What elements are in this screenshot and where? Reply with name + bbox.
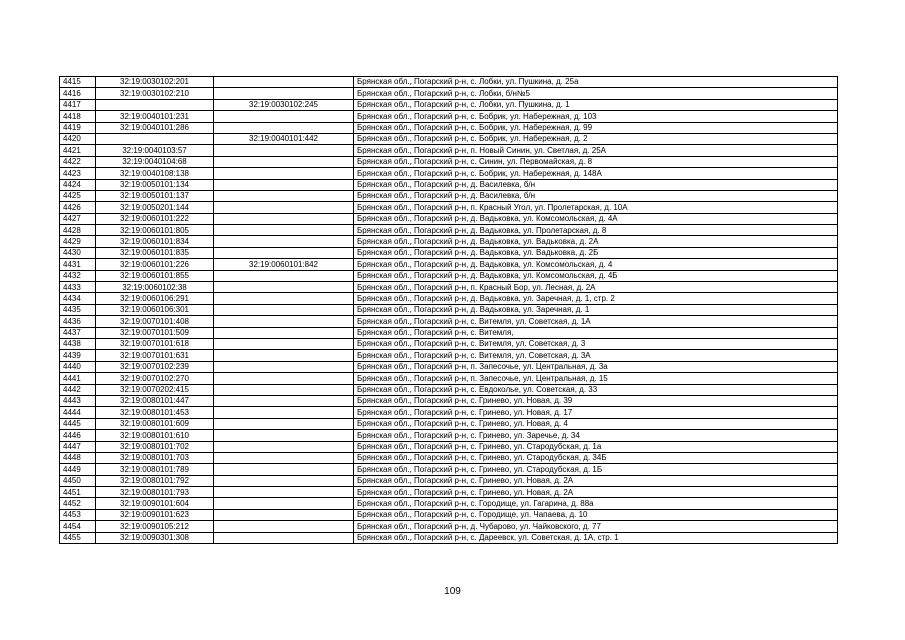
address-cell: Брянская обл., Погарский р-н, с. Евдокольe, ул. Советская, д. 33 bbox=[354, 384, 838, 395]
address-cell: Брянская обл., Погарский р-н, п. Новый Синин, ул. Светлая, д. 25А bbox=[354, 145, 838, 156]
table-row bbox=[60, 304, 838, 315]
secondary-cadastral-number-cell bbox=[214, 122, 354, 133]
row-number-cell: 4449 bbox=[60, 464, 96, 475]
table-row bbox=[60, 532, 838, 543]
cadastral-number-cell: 32:19:0080101:703 bbox=[96, 452, 214, 463]
table-row bbox=[60, 293, 838, 304]
secondary-cadastral-number-cell bbox=[214, 498, 354, 509]
table-row bbox=[60, 407, 838, 418]
address-cell: Брянская обл., Погарский р-н, с. Гринево, ул. Новая, д. 17 bbox=[354, 407, 838, 418]
cadastral-number-cell: 32:19:0070101:631 bbox=[96, 350, 214, 361]
row-number-cell: 4421 bbox=[60, 145, 96, 156]
row-number-cell: 4431 bbox=[60, 259, 96, 270]
address-cell: Брянская обл., Погарский р-н, д. Вадьковка, ул. Комсомольская, д. 4А bbox=[354, 213, 838, 224]
table-body bbox=[60, 77, 838, 544]
secondary-cadastral-number-cell bbox=[214, 487, 354, 498]
table-row bbox=[60, 145, 838, 156]
row-number-cell: 4447 bbox=[60, 441, 96, 452]
cadastral-number-cell bbox=[96, 99, 214, 110]
address-cell: Брянская обл., Погарский р-н, д. Вадьковка, ул. Заречная, д. 1, стр. 2 bbox=[354, 293, 838, 304]
table-row bbox=[60, 430, 838, 441]
table-row bbox=[60, 88, 838, 99]
row-number-cell: 4424 bbox=[60, 179, 96, 190]
table-row bbox=[60, 498, 838, 509]
table-row bbox=[60, 270, 838, 281]
table-row bbox=[60, 418, 838, 429]
address-cell: Брянская обл., Погарский р-н, с. Бобрик, ул. Набережная, д. 103 bbox=[354, 111, 838, 122]
secondary-cadastral-number-cell bbox=[214, 464, 354, 475]
page-number: 109 bbox=[444, 586, 461, 597]
table-row bbox=[60, 236, 838, 247]
table-row bbox=[60, 122, 838, 133]
row-number-cell: 4441 bbox=[60, 373, 96, 384]
row-number-cell: 4453 bbox=[60, 509, 96, 520]
address-cell: Брянская обл., Погарский р-н, д. Василевка, б/н bbox=[354, 179, 838, 190]
address-cell: Брянская обл., Погарский р-н, с. Дареевск, ул. Советская, д. 1А, стр. 1 bbox=[354, 532, 838, 543]
table-row bbox=[60, 156, 838, 167]
cadastral-number-cell: 32:19:0030102:210 bbox=[96, 88, 214, 99]
cadastral-number-cell: 32:19:0060102:38 bbox=[96, 282, 214, 293]
table-row bbox=[60, 509, 838, 520]
address-cell: Брянская обл., Погарский р-н, с. Гринево, ул. Стародубская, д. 1Б bbox=[354, 464, 838, 475]
row-number-cell: 4451 bbox=[60, 487, 96, 498]
row-number-cell: 4430 bbox=[60, 247, 96, 258]
address-cell: Брянская обл., Погарский р-н, с. Гринево, ул. Новая, д. 2А bbox=[354, 475, 838, 486]
table-row bbox=[60, 259, 838, 270]
table-row bbox=[60, 168, 838, 179]
address-cell: Брянская обл., Погарский р-н, п. Запесочье, ул. Центральная, д. 15 bbox=[354, 373, 838, 384]
address-cell: Брянская обл., Погарский р-н, с. Лобки, б/н№5 bbox=[354, 88, 838, 99]
secondary-cadastral-number-cell bbox=[214, 282, 354, 293]
secondary-cadastral-number-cell bbox=[214, 236, 354, 247]
secondary-cadastral-number-cell bbox=[214, 111, 354, 122]
address-cell: Брянская обл., Погарский р-н, с. Гринево, ул. Стародубская, д. 34Б bbox=[354, 452, 838, 463]
cadastral-number-cell: 32:19:0090301:308 bbox=[96, 532, 214, 543]
table-row bbox=[60, 373, 838, 384]
secondary-cadastral-number-cell bbox=[214, 350, 354, 361]
address-cell: Брянская обл., Погарский р-н, с. Гринево, ул. Заречье, д. 34 bbox=[354, 430, 838, 441]
table-row bbox=[60, 133, 838, 144]
cadastral-number-cell: 32:19:0040103:57 bbox=[96, 145, 214, 156]
address-cell: Брянская обл., Погарский р-н, д. Вадьковка, ул. Комсомольская, д. 4 bbox=[354, 259, 838, 270]
secondary-cadastral-number-cell bbox=[214, 361, 354, 372]
secondary-cadastral-number-cell bbox=[214, 179, 354, 190]
secondary-cadastral-number-cell bbox=[214, 316, 354, 327]
cadastral-number-cell: 32:19:0050201:144 bbox=[96, 202, 214, 213]
row-number-cell: 4426 bbox=[60, 202, 96, 213]
table-row bbox=[60, 179, 838, 190]
address-cell: Брянская обл., Погарский р-н, п. Красный Бор, ул. Лесная, д. 2А bbox=[354, 282, 838, 293]
table-row bbox=[60, 475, 838, 486]
cadastral-number-cell: 32:19:0040104:68 bbox=[96, 156, 214, 167]
secondary-cadastral-number-cell bbox=[214, 430, 354, 441]
secondary-cadastral-number-cell bbox=[214, 418, 354, 429]
table-row bbox=[60, 213, 838, 224]
row-number-cell: 4442 bbox=[60, 384, 96, 395]
row-number-cell: 4435 bbox=[60, 304, 96, 315]
cadastral-number-cell: 32:19:0080101:609 bbox=[96, 418, 214, 429]
secondary-cadastral-number-cell bbox=[214, 270, 354, 281]
cadastral-number-cell: 32:19:0050101:137 bbox=[96, 190, 214, 201]
secondary-cadastral-number-cell bbox=[214, 293, 354, 304]
cadastral-number-cell: 32:19:0040101:231 bbox=[96, 111, 214, 122]
address-cell: Брянская обл., Погарский р-н, с. Гринево, ул. Новая, д. 39 bbox=[354, 395, 838, 406]
row-number-cell: 4440 bbox=[60, 361, 96, 372]
row-number-cell: 4425 bbox=[60, 190, 96, 201]
cadastral-number-cell: 32:19:0080101:447 bbox=[96, 395, 214, 406]
cadastral-number-cell: 32:19:0070102:270 bbox=[96, 373, 214, 384]
address-cell: Брянская обл., Погарский р-н, д. Вадьковка, ул. Пролетарская, д. 8 bbox=[354, 225, 838, 236]
row-number-cell: 4417 bbox=[60, 99, 96, 110]
row-number-cell: 4428 bbox=[60, 225, 96, 236]
secondary-cadastral-number-cell bbox=[214, 247, 354, 258]
cadastral-number-cell: 32:19:0090101:604 bbox=[96, 498, 214, 509]
cadastral-number-cell: 32:19:0060106:301 bbox=[96, 304, 214, 315]
row-number-cell: 4418 bbox=[60, 111, 96, 122]
address-cell: Брянская обл., Погарский р-н, с. Бобрик, ул. Набережная, д. 99 bbox=[354, 122, 838, 133]
address-cell: Брянская обл., Погарский р-н, с. Витемля, ул. Советская, д. 1А bbox=[354, 316, 838, 327]
address-cell: Брянская обл., Погарский р-н, д. Вадьковка, ул. Заречная, д. 1 bbox=[354, 304, 838, 315]
row-number-cell: 4432 bbox=[60, 270, 96, 281]
secondary-cadastral-number-cell: 32:19:0060101:842 bbox=[214, 259, 354, 270]
row-number-cell: 4445 bbox=[60, 418, 96, 429]
address-cell: Брянская обл., Погарский р-н, с. Витемля, ул. Советская, д. 3 bbox=[354, 338, 838, 349]
cadastral-number-cell bbox=[96, 133, 214, 144]
property-registry-table bbox=[59, 76, 838, 544]
cadastral-number-cell: 32:19:0070101:509 bbox=[96, 327, 214, 338]
table-row bbox=[60, 452, 838, 463]
secondary-cadastral-number-cell bbox=[214, 88, 354, 99]
secondary-cadastral-number-cell bbox=[214, 532, 354, 543]
secondary-cadastral-number-cell bbox=[214, 156, 354, 167]
table-row bbox=[60, 521, 838, 532]
table-row bbox=[60, 225, 838, 236]
address-cell: Брянская обл., Погарский р-н, д. Вадьковка, ул. Комсомольская, д. 4Б bbox=[354, 270, 838, 281]
row-number-cell: 4438 bbox=[60, 338, 96, 349]
cadastral-number-cell: 32:19:0060101:834 bbox=[96, 236, 214, 247]
address-cell: Брянская обл., Погарский р-н, п. Запесочье, ул. Центральная, д. 3а bbox=[354, 361, 838, 372]
row-number-cell: 4416 bbox=[60, 88, 96, 99]
row-number-cell: 4454 bbox=[60, 521, 96, 532]
cadastral-number-cell: 32:19:0070101:618 bbox=[96, 338, 214, 349]
row-number-cell: 4436 bbox=[60, 316, 96, 327]
row-number-cell: 4423 bbox=[60, 168, 96, 179]
address-cell: Брянская обл., Погарский р-н, с. Лобки, ул. Пушкина, д. 1 bbox=[354, 99, 838, 110]
secondary-cadastral-number-cell bbox=[214, 168, 354, 179]
cadastral-number-cell: 32:19:0060101:222 bbox=[96, 213, 214, 224]
cadastral-number-cell: 32:19:0080101:789 bbox=[96, 464, 214, 475]
cadastral-number-cell: 32:19:0060101:835 bbox=[96, 247, 214, 258]
secondary-cadastral-number-cell bbox=[214, 225, 354, 236]
cadastral-number-cell: 32:19:0080101:702 bbox=[96, 441, 214, 452]
table-row bbox=[60, 282, 838, 293]
cadastral-number-cell: 32:19:0070202:415 bbox=[96, 384, 214, 395]
row-number-cell: 4420 bbox=[60, 133, 96, 144]
table-row bbox=[60, 99, 838, 110]
cadastral-number-cell: 32:19:0080101:610 bbox=[96, 430, 214, 441]
cadastral-number-cell: 32:19:0050101:134 bbox=[96, 179, 214, 190]
table-row bbox=[60, 441, 838, 452]
row-number-cell: 4439 bbox=[60, 350, 96, 361]
secondary-cadastral-number-cell bbox=[214, 338, 354, 349]
table-row bbox=[60, 487, 838, 498]
cadastral-number-cell: 32:19:0060101:855 bbox=[96, 270, 214, 281]
address-cell: Брянская обл., Погарский р-н, с. Гринево, ул. Новая, д. 2А bbox=[354, 487, 838, 498]
table-row bbox=[60, 77, 838, 88]
row-number-cell: 4448 bbox=[60, 452, 96, 463]
secondary-cadastral-number-cell bbox=[214, 327, 354, 338]
secondary-cadastral-number-cell bbox=[214, 395, 354, 406]
table-row bbox=[60, 327, 838, 338]
cadastral-number-cell: 32:19:0080101:792 bbox=[96, 475, 214, 486]
cadastral-number-cell: 32:19:0030102:201 bbox=[96, 77, 214, 88]
table-row bbox=[60, 247, 838, 258]
address-cell: Брянская обл., Погарский р-н, д. Чубарово, ул. Чайковского, д. 77 bbox=[354, 521, 838, 532]
cadastral-number-cell: 32:19:0090101:623 bbox=[96, 509, 214, 520]
cadastral-number-cell: 32:19:0060101:805 bbox=[96, 225, 214, 236]
row-number-cell: 4452 bbox=[60, 498, 96, 509]
secondary-cadastral-number-cell bbox=[214, 190, 354, 201]
cadastral-number-cell: 32:19:0070102:239 bbox=[96, 361, 214, 372]
row-number-cell: 4427 bbox=[60, 213, 96, 224]
secondary-cadastral-number-cell bbox=[214, 304, 354, 315]
address-cell: Брянская обл., Погарский р-н, с. Гринево, ул. Новая, д. 4 bbox=[354, 418, 838, 429]
cadastral-number-cell: 32:19:0040108:138 bbox=[96, 168, 214, 179]
address-cell: Брянская обл., Погарский р-н, с. Гринево, ул. Стародубская, д. 1а bbox=[354, 441, 838, 452]
cadastral-number-cell: 32:19:0060106:291 bbox=[96, 293, 214, 304]
secondary-cadastral-number-cell bbox=[214, 509, 354, 520]
address-cell: Брянская обл., Погарский р-н, с. Бобрик, ул. Набережная, д. 148А bbox=[354, 168, 838, 179]
secondary-cadastral-number-cell bbox=[214, 384, 354, 395]
row-number-cell: 4429 bbox=[60, 236, 96, 247]
secondary-cadastral-number-cell bbox=[214, 521, 354, 532]
table-row bbox=[60, 111, 838, 122]
row-number-cell: 4450 bbox=[60, 475, 96, 486]
secondary-cadastral-number-cell bbox=[214, 452, 354, 463]
address-cell: Брянская обл., Погарский р-н, п. Красный Угол, ул. Пролетарская, д. 10А bbox=[354, 202, 838, 213]
secondary-cadastral-number-cell bbox=[214, 145, 354, 156]
table-row bbox=[60, 384, 838, 395]
row-number-cell: 4437 bbox=[60, 327, 96, 338]
secondary-cadastral-number-cell bbox=[214, 77, 354, 88]
address-cell: Брянская обл., Погарский р-н, д. Вадьковка, ул. Вадьковка, д. 2А bbox=[354, 236, 838, 247]
secondary-cadastral-number-cell bbox=[214, 407, 354, 418]
row-number-cell: 4419 bbox=[60, 122, 96, 133]
table-row bbox=[60, 361, 838, 372]
secondary-cadastral-number-cell: 32:19:0040101:442 bbox=[214, 133, 354, 144]
address-cell: Брянская обл., Погарский р-н, с. Городище, ул. Чапаева, д. 10 bbox=[354, 509, 838, 520]
secondary-cadastral-number-cell bbox=[214, 475, 354, 486]
cadastral-number-cell: 32:19:0060101:226 bbox=[96, 259, 214, 270]
row-number-cell: 4433 bbox=[60, 282, 96, 293]
secondary-cadastral-number-cell: 32:19:0030102:245 bbox=[214, 99, 354, 110]
row-number-cell: 4415 bbox=[60, 77, 96, 88]
address-cell: Брянская обл., Погарский р-н, д. Вадьковка, ул. Вадьковка, д. 2Б bbox=[354, 247, 838, 258]
secondary-cadastral-number-cell bbox=[214, 373, 354, 384]
secondary-cadastral-number-cell bbox=[214, 213, 354, 224]
table-row bbox=[60, 395, 838, 406]
row-number-cell: 4443 bbox=[60, 395, 96, 406]
address-cell: Брянская обл., Погарский р-н, с. Городище, ул. Гагарина, д. 88а bbox=[354, 498, 838, 509]
row-number-cell: 4446 bbox=[60, 430, 96, 441]
address-cell: Брянская обл., Погарский р-н, с. Лобки, ул. Пушкина, д. 25а bbox=[354, 77, 838, 88]
table-row bbox=[60, 316, 838, 327]
row-number-cell: 4422 bbox=[60, 156, 96, 167]
secondary-cadastral-number-cell bbox=[214, 441, 354, 452]
cadastral-number-cell: 32:19:0080101:793 bbox=[96, 487, 214, 498]
secondary-cadastral-number-cell bbox=[214, 202, 354, 213]
address-cell: Брянская обл., Погарский р-н, д. Василевка, б/н bbox=[354, 190, 838, 201]
row-number-cell: 4444 bbox=[60, 407, 96, 418]
row-number-cell: 4455 bbox=[60, 532, 96, 543]
cadastral-number-cell: 32:19:0080101:453 bbox=[96, 407, 214, 418]
cadastral-number-cell: 32:19:0070101:408 bbox=[96, 316, 214, 327]
table-row bbox=[60, 338, 838, 349]
table-row bbox=[60, 202, 838, 213]
address-cell: Брянская обл., Погарский р-н, с. Витемля, ул. Советская, д. 3А bbox=[354, 350, 838, 361]
address-cell: Брянская обл., Погарский р-н, с. Синин, ул. Первомайская, д. 8 bbox=[354, 156, 838, 167]
row-number-cell: 4434 bbox=[60, 293, 96, 304]
table-row bbox=[60, 190, 838, 201]
cadastral-number-cell: 32:19:0040101:286 bbox=[96, 122, 214, 133]
table-row bbox=[60, 464, 838, 475]
table-row bbox=[60, 350, 838, 361]
cadastral-number-cell: 32:19:0090105:212 bbox=[96, 521, 214, 532]
address-cell: Брянская обл., Погарский р-н, с. Бобрик, ул. Набережная, д. 2 bbox=[354, 133, 838, 144]
address-cell: Брянская обл., Погарский р-н, с. Витемля, bbox=[354, 327, 838, 338]
